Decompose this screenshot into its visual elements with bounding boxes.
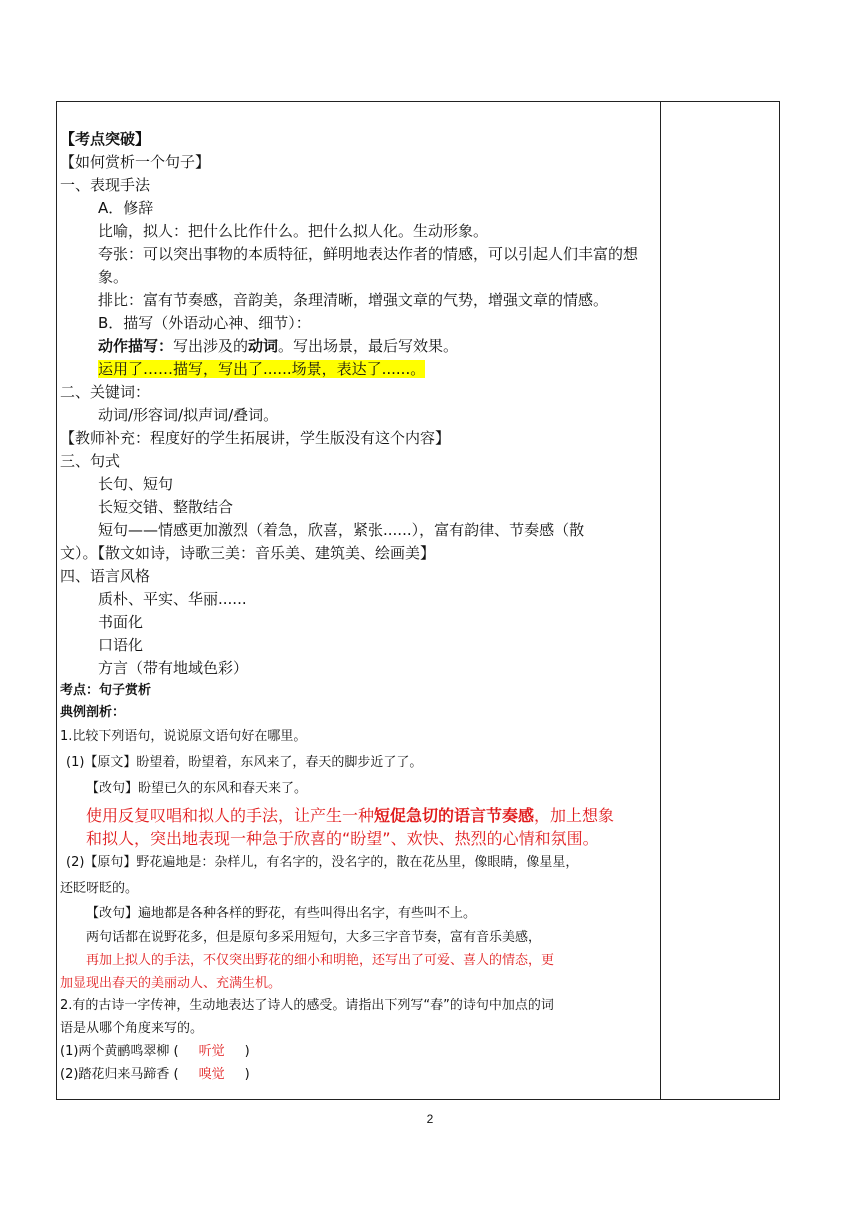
question-2-original-cont: 还眨呀眨的。: [60, 881, 139, 896]
item-2-answer: 嗅觉: [198, 1067, 225, 1082]
question-1-original: (1)【原文】盼望着，盼望着，东风来了，春天的脚步近了了。: [66, 755, 423, 770]
text-written: 书面化: [98, 613, 144, 631]
text-dialect: 方言（带有地域色彩）: [98, 659, 249, 677]
item-1-answer: 听觉: [198, 1044, 225, 1059]
question-2-revised: 【改句】遍地都是各种各样的野花，有些叫得出名字，有些叫不上。: [86, 906, 477, 921]
table-main-cell: [60, 128, 656, 1086]
answer-1-line-1: [60, 804, 656, 827]
answer-1-text-b: ，加上想象: [534, 806, 615, 825]
action-verb: 动词: [248, 337, 279, 355]
question-3-item-2: [60, 1063, 656, 1086]
answer-2-line-2: 加显现出春天的美丽动人、充满生机。: [60, 976, 282, 991]
action-text-2: 。写出场景，最后写效果。: [278, 337, 459, 355]
heading-howto: 【如何赏析一个句子】: [60, 153, 211, 171]
question-1: 1.比较下列语句，说说原文语句好在哪里。: [60, 729, 307, 744]
item-1-text: (1)两个黄鹂鸣翠柳 (: [60, 1044, 179, 1059]
question-3-item-1: [60, 1040, 656, 1063]
section-1: 一、表现手法: [60, 176, 151, 194]
page-number: 2: [426, 1112, 434, 1126]
highlighted-template: 运用了……描写，写出了......场景，表达了......。: [98, 360, 426, 378]
analysis-2-line-1: 两句话都在说野花多，但是原句多采用短句，大多三字音节奏，富有音乐美感，: [86, 930, 542, 945]
answer-1-line-2: 和拟人，突出地表现一种急于欣喜的“盼望”、欢快、热烈的心情和氛围。: [86, 829, 599, 848]
answer-1-text-a: 使用反复叹唱和拟人的手法，让产生一种: [86, 806, 375, 825]
heading-exam-point: 考点：句子赏析: [60, 683, 152, 698]
text-short-sentence-cont: 文）。【散文如诗，诗歌三美：音乐美、建筑美、绘画美】: [60, 544, 436, 562]
item-2-close: ): [244, 1067, 250, 1082]
section-2: 二、关键词：: [60, 383, 151, 401]
teacher-note: 【教师补充：程度好的学生拓展讲，学生版没有这个内容】: [60, 429, 451, 447]
question-3: 2.有的古诗一字传神，生动地表达了诗人的感受。请指出下列写“春”的诗句中加点的词: [60, 998, 554, 1013]
section-4: 四、语言风格: [60, 567, 151, 585]
text-colloquial: 口语化: [98, 636, 144, 654]
action-text-1: 写出涉及的: [173, 337, 249, 355]
heading-examples: 典例剖析：: [60, 705, 126, 720]
subsection-a: A．修辞: [98, 199, 154, 217]
text-hyperbole: 夸张：可以突出事物的本质特征，鲜明地表达作者的情感，可以引起人们丰富的想象。: [98, 245, 639, 286]
template-sentence: [60, 358, 656, 381]
action-label: 动作描写：: [98, 337, 174, 355]
answer-2-line-1: 再加上拟人的手法，不仅突出野花的细小和明艳，还写出了可爱、喜人的情态，更: [86, 953, 555, 968]
heading-kaodian: 【考点突破】: [60, 130, 151, 148]
text-long-short: 长句、短句: [98, 475, 174, 493]
text-keywords: 动词/形容词/拟声词/叠词。: [98, 406, 279, 424]
answer-1-emphasis: 短促急切的语言节奏感: [374, 806, 535, 825]
text-action-description: [60, 335, 656, 358]
question-3-cont: 语是从哪个角度来写的。: [60, 1021, 204, 1036]
item-1-close: ): [244, 1044, 250, 1059]
subsection-b: B．描写（外语动心神、细节）：: [98, 314, 311, 332]
text-metaphor: 比喻，拟人：把什么比作什么。把什么拟人化。生动形象。: [98, 222, 489, 240]
section-3: 三、句式: [60, 452, 121, 470]
text-short-sentence: 短句——情感更加激烈（着急，欣喜，紧张......），富有韵律、节奏感（散: [98, 521, 585, 539]
item-2-text: (2)踏花归来马蹄香 (: [60, 1067, 179, 1082]
question-1-revised: 【改句】盼望已久的东风和春天来了。: [86, 781, 308, 796]
text-plain: 质朴、平实、华丽......: [98, 590, 247, 608]
text-mixed: 长短交错、整散结合: [98, 498, 234, 516]
question-2-original: (2)【原句】野花遍地是：杂样儿，有名字的，没名字的，散在花丛里，像眼睛，像星星，: [66, 855, 579, 870]
table-column-divider: [660, 101, 661, 1100]
text-parallelism: 排比：富有节奏感，音韵美，条理清晰，增强文章的气势，增强文章的情感。: [98, 291, 609, 309]
